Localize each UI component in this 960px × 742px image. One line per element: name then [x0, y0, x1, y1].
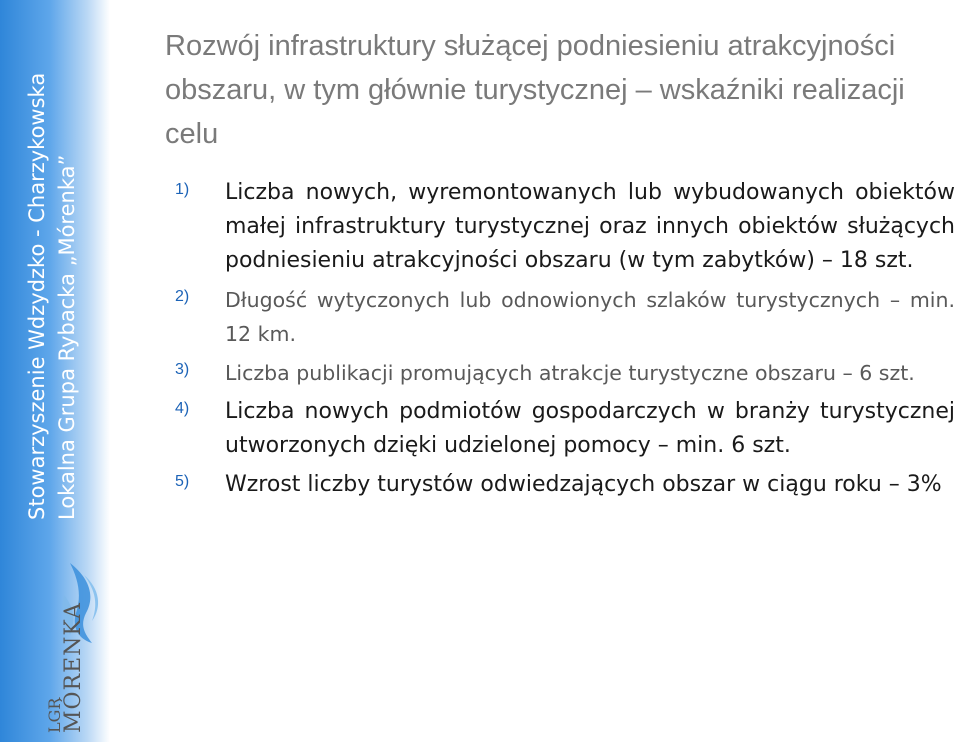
lgr-morenka-logo: [40, 555, 110, 735]
sidebar-line-1: Stowarzyszenie Wdzydzko - Charzykowska: [25, 72, 49, 520]
page-title: Rozwój infrastruktury służącej podniesieniu atrakcyjności obszaru, w tym głównie turystycznej – wskaźniki realizacji celu: [165, 30, 905, 150]
list-item-number: 4): [175, 400, 190, 417]
list-item-number: 2): [175, 288, 190, 305]
list-item: [175, 176, 955, 278]
sidebar-org-name: [22, 20, 112, 520]
list-item-number: 3): [175, 361, 190, 378]
list-item-text: Liczba nowych podmiotów gospodarczych w branży turystycznej utworzonych dzięki udzielonej pomocy – min. 6 szt.: [225, 399, 955, 458]
list-item: [175, 283, 955, 351]
list-item: [175, 395, 955, 463]
indicator-list: [175, 176, 955, 507]
logo-prefix-text: LGR: [45, 697, 64, 733]
list-item-text: Liczba publikacji promujących atrakcje turystyczne obszaru – 6 szt.: [225, 361, 915, 385]
list-item-text: Liczba nowych, wyremontowanych lub wybudowanych obiektów małej infrastruktury turystycznej oraz innych obiektów służących podniesieniu atrakcyjności obszaru (w tym zabytków) – 18 szt.: [225, 180, 955, 273]
list-item-number: 5): [175, 473, 190, 490]
sidebar-line-2: Lokalna Grupa Rybacka „Mórenka”: [55, 154, 79, 520]
list-item: [175, 356, 955, 390]
list-item-text: Długość wytyczonych lub odnowionych szlaków turystycznych – min. 12 km.: [225, 288, 955, 346]
logo-name-text: MÓRENKA: [61, 602, 86, 733]
list-item-text: Wzrost liczby turystów odwiedzających obszar w ciągu roku – 3%: [225, 472, 942, 497]
list-item: [175, 468, 955, 502]
list-item-number: 1): [175, 181, 190, 198]
